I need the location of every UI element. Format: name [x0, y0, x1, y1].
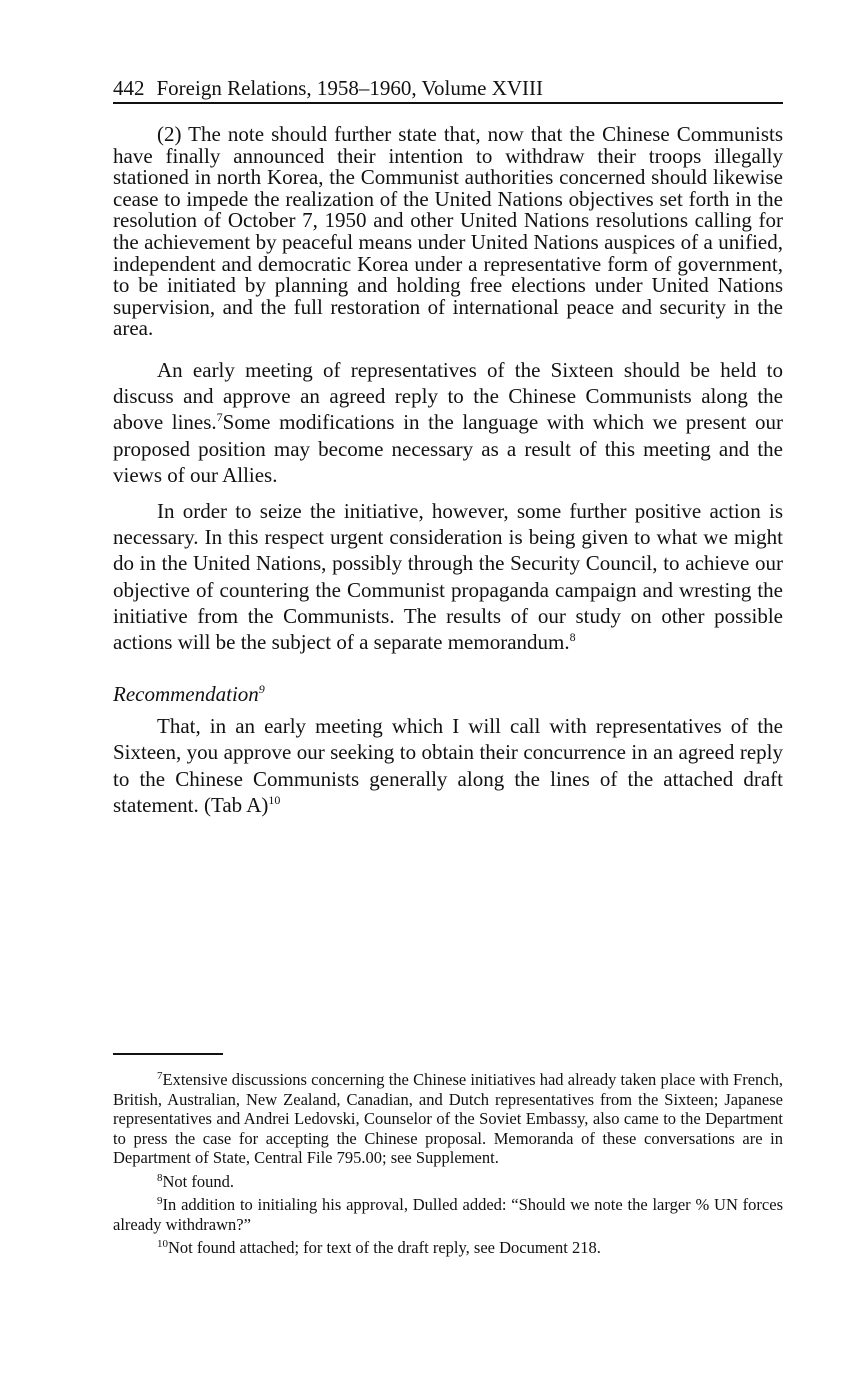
paragraph-4	[113, 713, 783, 818]
paragraph-1: (2) The note should further state that, now that the Chinese Communists have finally announced their intention to withdraw their troops illegally stationed in north Korea, the Communist authorities concerned should likewise cease to impede the realization of the United Nations objectives set forth in the resolution of October 7, 1950 and other United Nations resolutions calling for the achievement by peaceful means under United Nations auspices of a unified, independent and democratic Korea under a representative form of government, to be initiated by planning and holding free elections under United Nations supervision, and the full restoration of international peace and security in the area.	[113, 122, 783, 341]
footnote-text: Not found.	[162, 1171, 234, 1191]
body-text	[113, 124, 783, 818]
footnote-7	[113, 1070, 783, 1168]
footnote-ref-7: 7	[216, 410, 223, 425]
running-header	[113, 74, 783, 102]
footnote-8	[113, 1172, 783, 1192]
footnote-10	[113, 1238, 783, 1258]
paragraph-2-text-b: Some modifications in the language with which we present our proposed position may become necessary as a result of this meeting and the views of our Allies.	[113, 410, 783, 487]
paragraph-4-text: That, in an early meeting which I will call with representatives of the Sixteen, you approve our seeking to obtain their concurrence in an agreed reply to the Chinese Communists generally along the lines of the attached draft statement. (Tab A)	[113, 714, 783, 817]
paragraph-3-text: In order to seize the initiative, however, some further positive action is necessary. In this respect urgent consideration is being given to what we might do in the United Nations, possibly through the Security Council, to achieve our objective of countering the Communist propaganda campaign and wresting the initiative from the Communists. The results of our study on other possible actions will be the subject of a separate memorandum.	[113, 498, 783, 654]
footnote-text: Extensive discussions concerning the Chinese initiatives had already taken place with French, British, Australian, New Zealand, Canadian, and Dutch representatives from the Sixteen; Japanese representatives and Andrei Ledovski, Counselor of the Soviet Embassy, also came to the Department to press the case for accepting the Chinese proposal. Memoranda of these conversations are in Department of State, Central File 795.00; see Supplement.	[113, 1070, 783, 1167]
recommendation-heading-text: Recommendation	[113, 682, 259, 707]
footnote-ref-9: 9	[258, 682, 265, 697]
paragraph-3	[113, 498, 783, 655]
recommendation-heading	[113, 681, 783, 707]
footnote-ref-10: 10	[268, 792, 281, 807]
paragraph-2-text-a: An early meeting of representatives of the Sixteen should be held to discuss and approve an agreed reply to the Chinese Communists along the above lines.	[113, 357, 783, 435]
header-rule	[113, 102, 783, 104]
footnote-text: In addition to initialing his approval, Dulled added: “Should we note the larger % UN forces already withdrawn?”	[113, 1195, 783, 1234]
footnote-rule	[113, 1053, 223, 1055]
footnote-number: 8	[157, 1171, 163, 1184]
page-number: 442	[113, 76, 145, 100]
footnote-ref-8: 8	[569, 629, 576, 644]
footnote-number: 7	[157, 1070, 163, 1082]
footnote-number: 10	[157, 1238, 168, 1250]
running-title: Foreign Relations, 1958–1960, Volume XVIII	[156, 76, 544, 100]
footnote-number: 9	[157, 1195, 163, 1207]
footnotes	[113, 1070, 783, 1262]
document-page	[113, 0, 783, 1380]
footnote-9	[113, 1195, 783, 1234]
footnote-text: Not found attached; for text of the draft reply, see Document 218.	[168, 1238, 601, 1257]
paragraph-2	[113, 357, 783, 488]
